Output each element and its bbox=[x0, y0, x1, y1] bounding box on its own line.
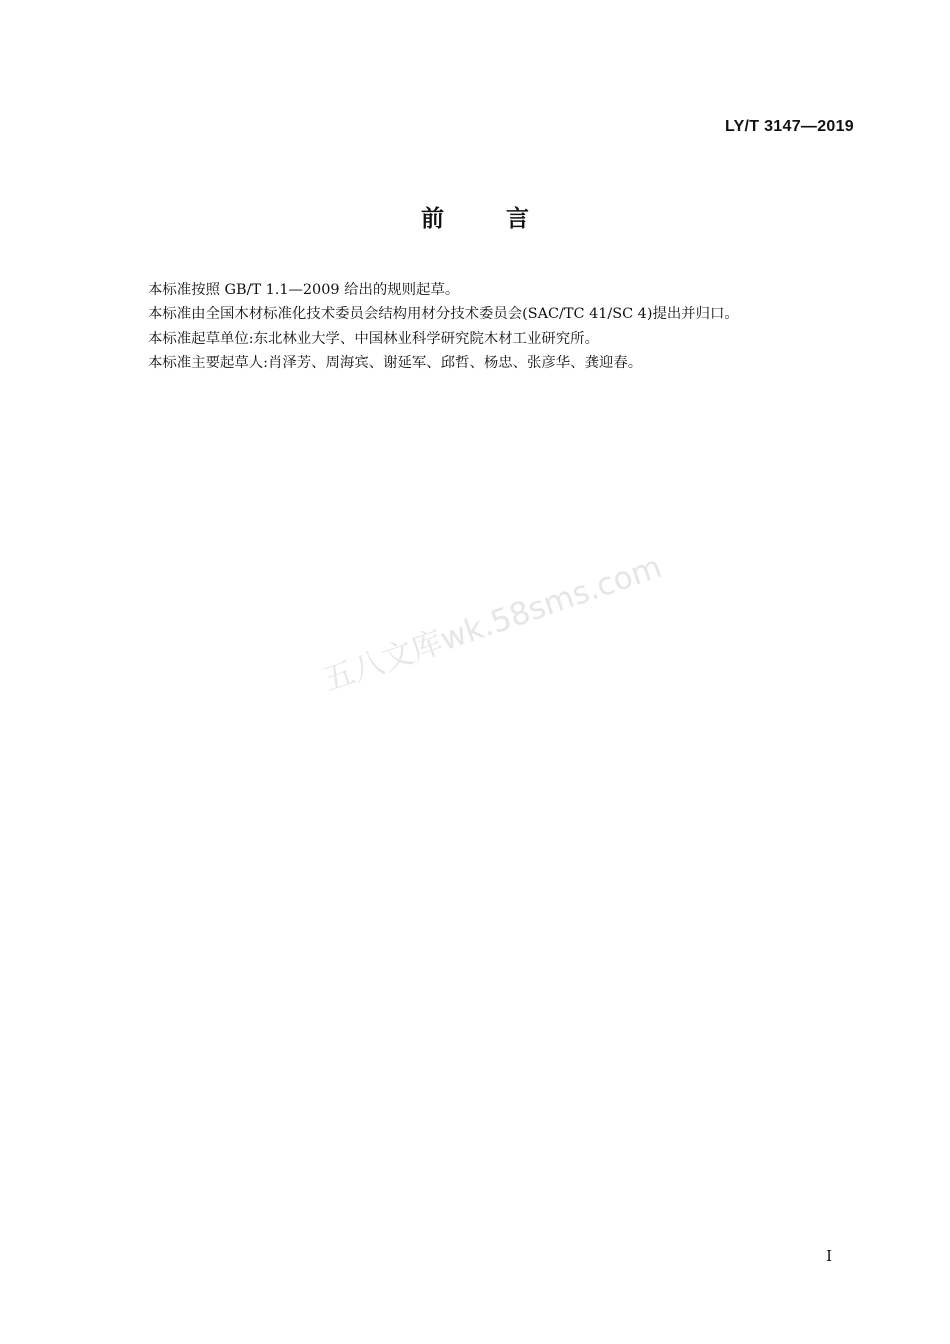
standard-code: LY/T 3147—2019 bbox=[724, 118, 854, 135]
paragraph-drafting-units: 本标准起草单位:东北林业大学、中国林业科学研究院木材工业研究所。 bbox=[148, 330, 599, 347]
paragraph-drafting-rules: 本标准按照 GB/T 1.1—2009 给出的规则起草。 bbox=[148, 282, 460, 298]
watermark: 五八文库wk.58sms.com bbox=[318, 548, 667, 699]
paragraph-proposer: 本标准由全国木材标准化技术委员会结构用材分技术委员会(SAC/TC 41/SC 4)提出并归口。 bbox=[148, 306, 739, 323]
paragraph-drafters: 本标准主要起草人:肖泽芳、周海宾、谢延军、邱哲、杨忠、张彦华、龚迎春。 bbox=[148, 355, 643, 372]
page-number: I bbox=[826, 1247, 832, 1265]
page-title: 前言 bbox=[421, 206, 591, 232]
foreword-body bbox=[148, 278, 848, 376]
